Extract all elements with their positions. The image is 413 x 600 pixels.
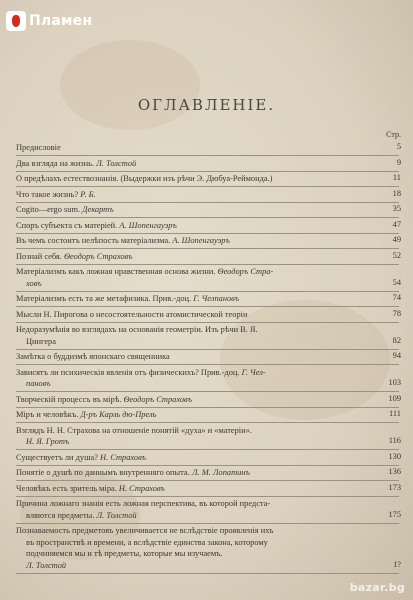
- toc-entry: [16, 293, 356, 305]
- toc-entry-title: О предѣлахъ естествознанія. (Выдержки изъ рѣчи Э. Дюбуа-Реймонда.): [16, 174, 273, 183]
- page-title: ОГЛАВЛЕНІЕ.: [137, 96, 276, 114]
- toc-entry: [16, 309, 356, 321]
- toc-divider: [16, 248, 399, 249]
- toc-entry-title: Творческій процессъ въ мірѣ.: [16, 394, 122, 404]
- toc-entry: [16, 409, 356, 421]
- toc-entry-author: А. Шопенгауэръ: [119, 220, 177, 230]
- toc-entry-page: 103: [388, 378, 401, 387]
- toc-entry: [16, 498, 356, 521]
- toc-divider: [16, 391, 399, 392]
- toc-entry-author: Ѳеодоръ Страховъ: [63, 251, 133, 261]
- toc-divider: [16, 573, 399, 574]
- toc-entry-author: Л. М. Лопатинъ: [191, 468, 250, 477]
- brand-logo[interactable]: [6, 10, 92, 32]
- toc-entry-title-cont: въ пространствѣ и времени, а вслѣдствіе единства закона, которому: [26, 537, 268, 547]
- toc-entry: [16, 324, 356, 347]
- toc-entry: [16, 351, 356, 363]
- toc-entry-page: 35: [392, 204, 401, 213]
- toc-entry: [16, 158, 356, 170]
- toc-entry-title-cont: Цингера: [26, 336, 56, 346]
- toc-divider: [16, 449, 399, 450]
- toc-entry-page: 11: [392, 173, 401, 182]
- toc-entry-page: 54: [392, 277, 401, 287]
- toc-entry-author: Л. Толстой: [96, 510, 137, 520]
- toc-entry-title: Предисловіе: [16, 143, 61, 152]
- toc-divider: [16, 291, 399, 292]
- toc-entry-author-cont: пановъ: [26, 379, 51, 388]
- toc-entry-page: 5: [396, 142, 401, 151]
- toc-divider: [16, 186, 399, 187]
- toc-divider: [16, 217, 399, 218]
- toc-entry-page: 175: [388, 509, 401, 519]
- toc-entry-page: 82: [392, 335, 401, 345]
- toc-entry: [16, 452, 356, 464]
- toc-entry: [16, 251, 356, 263]
- toc-entry-title: Что такое жизнь?: [16, 189, 79, 199]
- toc-entry-title: Въ чемъ состоитъ нелѣпость матеріализма.: [16, 236, 171, 245]
- toc-divider: [16, 523, 399, 524]
- toc-entry-page: 109: [388, 393, 401, 403]
- toc-entry-title: Существуетъ ли душа?: [16, 452, 98, 462]
- toc-entry: [16, 235, 356, 247]
- toc-entry: [16, 266, 356, 289]
- toc-entry-author: Ѳеодоръ Страховъ: [123, 394, 192, 404]
- toc-divider: [16, 322, 399, 323]
- toc-entry-title: Два взгляда на жизнь.: [16, 158, 95, 168]
- toc-entry-author: Н. Страховъ: [118, 483, 165, 493]
- toc-entry-page: 173: [388, 482, 401, 492]
- toc-entry: [16, 394, 356, 406]
- toc-entry-page: 94: [392, 351, 401, 360]
- toc-entry: [16, 525, 356, 571]
- toc-entry-author: Г. Чел-: [241, 367, 266, 377]
- toc-entry-author: Л. Толстой: [96, 158, 137, 168]
- toc-entry-title: Cogito—ergo sum.: [16, 205, 81, 214]
- watermark: bazar.bg: [349, 581, 405, 594]
- toc-entry-author: Декартъ: [82, 205, 114, 214]
- toc-entry-title: Человѣкъ есть зритель міра.: [16, 483, 117, 493]
- toc-entry-title: Міръ и человѣкъ.: [16, 410, 79, 419]
- toc-entry-page: 136: [388, 467, 401, 476]
- toc-entry-page: 130: [388, 451, 401, 461]
- toc-entry-page: 74: [392, 293, 401, 302]
- toc-entry: [16, 189, 356, 201]
- toc-entry-title: Понятіе о душѣ по даннымъ внутренняго опыта.: [16, 468, 190, 477]
- flame-icon: [6, 11, 26, 31]
- toc-entry: [16, 142, 356, 154]
- toc-entry-title: Познаваемость предметовъ увеличивается не вслѣдствіе проявленія ихъ: [16, 526, 274, 535]
- toc-entry: [16, 483, 356, 495]
- paper-stain: [60, 40, 200, 130]
- toc-entry-title: Матеріализмъ какъ ложная нравственная основа жизни.: [16, 267, 216, 276]
- toc-divider: [16, 364, 399, 365]
- toc-divider: [16, 202, 399, 203]
- toc-entry-author-cont: ховъ: [26, 278, 42, 288]
- toc-entry-title-cont: вляются предметы.: [26, 510, 95, 520]
- toc-entry-page: 78: [392, 308, 401, 318]
- toc-entry-title: Взглядъ Н. Н. Страхова на отношеніе понятій «духа» и «матеріи».: [16, 425, 252, 435]
- toc-divider: [16, 465, 399, 466]
- toc-entry-title: Матеріализмъ есть та же метафизика. Прив.-доц.: [16, 294, 192, 303]
- toc-divider: [16, 496, 399, 497]
- toc-entry-author: Г. Челпановъ: [193, 294, 240, 303]
- toc-entry-page: 116: [388, 436, 401, 445]
- toc-entry: [16, 220, 356, 232]
- toc-divider: [16, 407, 399, 408]
- toc-entry: [16, 425, 356, 448]
- toc-divider: [16, 171, 399, 172]
- toc-entry: [16, 467, 356, 479]
- toc-divider: [16, 480, 399, 481]
- toc-entry: [16, 367, 356, 390]
- toc-divider: [16, 264, 399, 265]
- toc-entry-author: Д-ръ Карль дю-Прель: [80, 410, 157, 419]
- toc-entry-author: Н. Страховъ: [100, 452, 146, 462]
- toc-entry-page: 49: [392, 235, 401, 244]
- toc-entry-author: А. Шопенгауэръ: [172, 236, 230, 245]
- toc-divider: [16, 233, 399, 234]
- toc-entry-page: 9: [396, 157, 401, 167]
- toc-entry-title-cont: Н. Я. Гротъ: [26, 437, 70, 446]
- toc-entry-author: Л. Толстой: [26, 560, 67, 570]
- toc-entry-page: 18: [392, 188, 401, 198]
- toc-entry: [16, 204, 356, 216]
- toc-entry-title: Мысли Н. Пирогова о несостоятельности атомистической теоріи: [16, 309, 248, 319]
- toc-entry-title: Зависятъ ли психическія явленія отъ физическихъ? Прив.-доц.: [16, 367, 240, 377]
- page-column-header: Стр.: [386, 130, 401, 139]
- toc-entry-title: Споръ субъекта съ матеріей.: [16, 220, 118, 230]
- toc-entry-page: 47: [392, 219, 401, 229]
- toc-entry-title: Недоразумѣнія во взглядахъ на основанія геометріи. Изъ рѣчи В. Я.: [16, 325, 258, 334]
- toc-entry-author: Р. Б.: [80, 189, 96, 199]
- toc-divider: [16, 155, 399, 156]
- toc-entry-page: 111: [389, 409, 401, 418]
- toc-entry-title-cont: подчиняемся мы и тѣ предметы, которые мы изучаемъ.: [26, 549, 223, 558]
- toc-entry-title: Замѣтка о буддизмѣ японскаго священника: [16, 352, 170, 361]
- toc-divider: [16, 306, 399, 307]
- toc-entry-page: 1?: [393, 559, 401, 569]
- toc-entry-title: Причина ложнаго знанія есть ложная перспектива, въ которой предста-: [16, 499, 271, 508]
- toc-divider: [16, 422, 399, 423]
- toc-entry-title: Познай себя.: [16, 251, 62, 261]
- toc-divider: [16, 349, 399, 350]
- toc-entry-page: 52: [392, 250, 401, 260]
- brand-name: Пламен: [29, 13, 93, 29]
- toc-entry: [16, 173, 356, 185]
- toc-entry-author: Ѳеодоръ Стра-: [217, 267, 274, 276]
